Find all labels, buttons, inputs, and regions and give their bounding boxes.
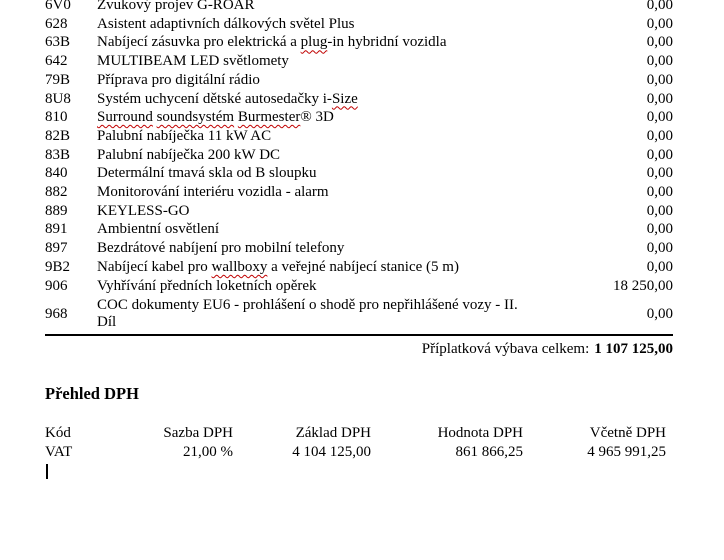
option-price: 0,00 — [646, 221, 673, 238]
document-page — [45, 0, 673, 479]
option-price: 0,00 — [646, 109, 673, 126]
option-code: 83B — [45, 146, 71, 163]
option-description — [97, 239, 578, 258]
description-text: -in hybridní vozidla — [327, 34, 447, 51]
description-text: ® 3D — [300, 109, 334, 126]
options-table — [45, 0, 673, 336]
option-code: 810 — [45, 109, 68, 126]
description-text: Vyhřívání předních loketních opěrek — [97, 277, 317, 294]
option-code: 897 — [45, 240, 68, 257]
option-row-889 — [45, 202, 673, 221]
option-description — [97, 127, 578, 146]
option-code: 63B — [45, 34, 71, 51]
option-description — [97, 295, 578, 335]
option-code: 906 — [45, 277, 68, 294]
option-price: 0,00 — [646, 258, 673, 275]
description-text: KEYLESS-GO — [97, 202, 190, 219]
option-description — [97, 258, 578, 277]
option-price: 0,00 — [646, 184, 673, 201]
option-description — [97, 202, 578, 221]
description-text: Asistent adaptivních dálkových světel Plus — [97, 15, 355, 32]
option-code: 628 — [45, 15, 68, 32]
misspelled-word: wallboxy — [211, 258, 268, 275]
option-description — [97, 15, 578, 34]
vat-column-header: Sazba DPH — [163, 425, 233, 442]
description-text: Nabíjecí kabel pro — [97, 258, 212, 275]
vat-column-header: Včetně DPH — [589, 425, 666, 442]
description-text: Ambientní osvětlení — [97, 221, 220, 238]
option-code: 968 — [45, 306, 68, 323]
option-description — [97, 0, 578, 15]
vat-cell: 21,00 % — [183, 443, 233, 460]
options-total-label: Příplatková výbava celkem: — [421, 341, 590, 358]
description-text: Systém uchycení dětské autosedačky i- — [97, 90, 332, 107]
option-code: 642 — [45, 53, 68, 70]
vat-table-body — [45, 443, 666, 462]
option-row-6V0 — [45, 0, 673, 15]
vat-table — [45, 424, 666, 461]
option-row-9B2 — [45, 258, 673, 277]
misspelled-word: Size — [331, 90, 358, 107]
option-description — [97, 52, 578, 71]
vat-cell: 4 965 991,25 — [587, 443, 666, 460]
option-description — [97, 71, 578, 90]
option-code: 889 — [45, 202, 68, 219]
option-price: 0,00 — [646, 127, 673, 144]
description-text: Palubní nabíječka 200 kW DC — [97, 146, 281, 163]
option-price: 0,00 — [646, 146, 673, 163]
vat-column-header: Kód — [45, 425, 71, 442]
option-row-897 — [45, 239, 673, 258]
option-code: 79B — [45, 71, 71, 88]
option-row-642 — [45, 52, 673, 71]
option-price: 0,00 — [646, 53, 673, 70]
options-total-row — [45, 340, 673, 359]
vat-cell: 4 104 125,00 — [292, 443, 371, 460]
vat-column-header: Hodnota DPH — [437, 425, 523, 442]
options-total-value: 1 107 125,00 — [594, 341, 673, 358]
option-description — [97, 220, 578, 239]
option-row-906 — [45, 277, 673, 296]
option-row-891 — [45, 220, 673, 239]
text-cursor-caret — [46, 464, 48, 479]
option-row-968 — [45, 295, 673, 335]
misspelled-word: plug — [300, 34, 328, 51]
option-row-810 — [45, 108, 673, 127]
option-code: 840 — [45, 165, 68, 182]
description-text: COC dokumenty EU6 - prohlášení o shodě pro nepřihlášené vozy - II. — [97, 297, 518, 314]
description-text: Díl — [97, 314, 117, 331]
description-text: Zvukový projev G-ROAR — [97, 0, 255, 13]
option-code: 6V0 — [45, 0, 71, 13]
description-text: Příprava pro digitální rádio — [97, 71, 260, 88]
option-row-83B — [45, 146, 673, 165]
option-description — [97, 164, 578, 183]
option-code: 82B — [45, 127, 71, 144]
option-code: 8U8 — [45, 90, 71, 107]
option-price: 0,00 — [646, 202, 673, 219]
option-description — [97, 33, 578, 52]
option-row-82B — [45, 127, 673, 146]
description-text: Monitorování interiéru vozidla - alarm — [97, 184, 329, 201]
options-table-body — [45, 0, 673, 335]
misspelled-word: Surround — [97, 109, 153, 126]
option-price: 0,00 — [646, 0, 673, 13]
option-price: 0,00 — [646, 306, 673, 323]
option-code: 882 — [45, 184, 68, 201]
vat-section-heading: Přehled DPH — [45, 384, 139, 404]
option-description — [97, 146, 578, 165]
option-row-840 — [45, 164, 673, 183]
vat-header-row — [45, 424, 666, 443]
misspelled-word: soundsystém — [156, 109, 235, 126]
vat-row — [45, 443, 666, 462]
description-text: a veřejné nabíjecí stanice (5 m) — [267, 258, 459, 275]
option-description — [97, 108, 578, 127]
option-row-628 — [45, 15, 673, 34]
option-price: 0,00 — [646, 165, 673, 182]
option-row-882 — [45, 183, 673, 202]
option-description — [97, 277, 578, 296]
option-row-8U8 — [45, 90, 673, 109]
option-row-79B — [45, 71, 673, 90]
description-text: Palubní nabíječka 11 kW AC — [97, 127, 272, 144]
option-price: 18 250,00 — [613, 277, 673, 294]
misspelled-word: Burmester — [237, 109, 301, 126]
option-price: 0,00 — [646, 71, 673, 88]
option-price: 0,00 — [646, 240, 673, 257]
description-text: Determální tmavá skla od B sloupku — [97, 165, 317, 182]
option-price: 0,00 — [646, 15, 673, 32]
vat-cell: 861 866,25 — [455, 443, 523, 460]
option-price: 0,00 — [646, 90, 673, 107]
option-price: 0,00 — [646, 34, 673, 51]
option-description — [97, 183, 578, 202]
option-description — [97, 90, 578, 109]
description-text: MULTIBEAM LED světlomety — [97, 53, 289, 70]
vat-cell: VAT — [45, 443, 73, 460]
vat-column-header: Základ DPH — [295, 425, 371, 442]
description-text: Bezdrátové nabíjení pro mobilní telefony — [97, 240, 345, 257]
option-code: 891 — [45, 221, 68, 238]
option-row-63B — [45, 33, 673, 52]
option-code: 9B2 — [45, 258, 71, 275]
description-text: Nabíjecí zásuvka pro elektrická a — [97, 34, 301, 51]
